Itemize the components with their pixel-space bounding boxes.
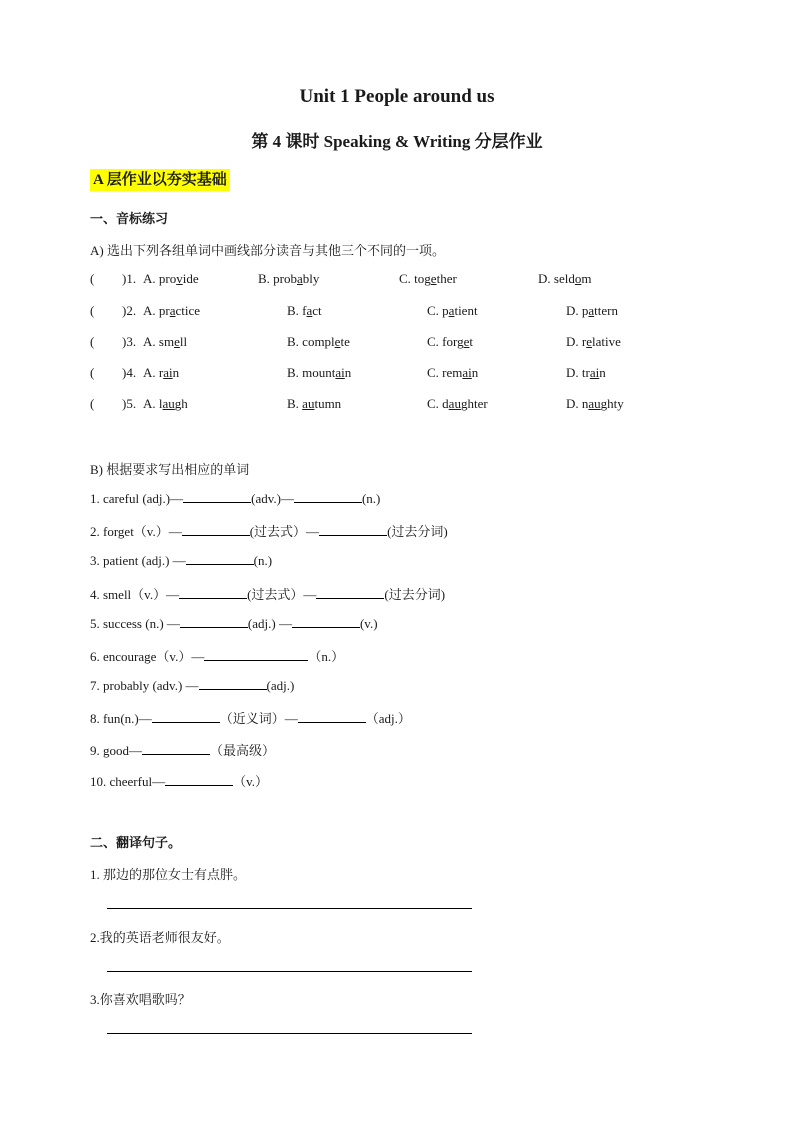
question-number: )1. [122, 271, 137, 286]
word-item: 9. good— （最高级） [90, 742, 276, 758]
fill-blank[interactable] [183, 490, 251, 503]
question-number: )3. [122, 334, 137, 349]
translate-sentence-1: 1. 那边的那位女士有点胖。 [90, 867, 247, 882]
option-d: D. relative [566, 334, 621, 349]
section2-heading: 二、翻译句子。 [90, 835, 182, 850]
fill-blank[interactable] [298, 710, 366, 723]
fill-blank[interactable] [180, 615, 248, 628]
underlined-letters: e [586, 334, 592, 349]
unit-title: Unit 1 People around us [299, 86, 495, 107]
lesson-title: 第 4 课时 Speaking & Writing 分层作业 [251, 132, 543, 151]
answer-bracket[interactable]: ( [90, 271, 95, 286]
option-c: C. forget [427, 334, 474, 349]
fill-blank[interactable] [199, 677, 267, 690]
option-a: A. rain [143, 365, 180, 380]
question-number: )2. [122, 303, 137, 318]
answer-line-3[interactable] [107, 1033, 472, 1034]
option-a: A. laugh [143, 396, 188, 411]
option-c: C. daughter [427, 396, 488, 411]
word-item: 1. careful (adj.)— (adv.)— (n.) [90, 491, 381, 506]
fill-blank[interactable] [316, 586, 384, 599]
underlined-letters: ai [462, 365, 472, 380]
fill-blank[interactable] [292, 615, 360, 628]
fill-blank[interactable] [152, 710, 220, 723]
underlined-letters: au [588, 396, 601, 411]
underlined-letters: au [302, 396, 315, 411]
option-b: B. fact [287, 303, 322, 318]
underlined-letters: a [588, 303, 595, 318]
underlined-letters: au [448, 396, 461, 411]
fill-blank[interactable] [319, 523, 387, 536]
option-d: D. seldom [538, 271, 592, 286]
option-c: C. remain [427, 365, 479, 380]
option-b: B. mountain [287, 365, 352, 380]
word-item: 5. success (n.) — (adj.) — (v.) [90, 615, 378, 631]
fill-blank[interactable] [204, 648, 308, 661]
answer-bracket[interactable]: ( [90, 396, 95, 411]
word-item: 6. encourage（v.）— （n.） [90, 649, 345, 664]
underlined-letters: ai [163, 365, 173, 380]
word-item: 2. forget（v.）— (过去式）— (过去分词) [90, 524, 448, 540]
fill-blank[interactable] [186, 552, 254, 565]
underlined-letters: e [430, 271, 437, 286]
underlined-letters: a [169, 303, 176, 318]
word-item: 3. patient (adj.) — (n.) [90, 553, 273, 569]
underlined-letters: a [448, 303, 455, 318]
option-a: A. smell [143, 334, 188, 349]
option-d: D. pattern [566, 303, 618, 318]
word-item: 4. smell（v.）— (过去式）— (过去分词) [90, 586, 446, 602]
word-item: 7. probably (adv.) — (adj.) [90, 678, 295, 694]
underlined-letters: ai [335, 365, 345, 380]
underlined-letters: e [463, 334, 470, 349]
underlined-letters: a [306, 303, 313, 318]
option-d: D. train [566, 365, 606, 380]
question-number: )4. [122, 365, 137, 380]
section1-heading: 一、音标练习 [90, 211, 169, 226]
answer-bracket[interactable]: ( [90, 303, 95, 318]
option-b: B. probably [258, 271, 320, 286]
underlined-letters: a [297, 271, 303, 286]
option-a: A. practice [143, 303, 201, 318]
option-c: C. patient [427, 303, 478, 318]
fill-blank[interactable] [142, 742, 210, 755]
option-b: B. complete [287, 334, 350, 349]
underlined-letters: ai [589, 365, 600, 380]
partA-instruction: A) 选出下列各组单词中画线部分读音与其他三个不同的一项。 [90, 243, 445, 258]
underlined-letters: e [334, 334, 341, 349]
option-d: D. naughty [566, 396, 624, 411]
word-item: 8. fun(n.)— （近义词）— （adj.） [90, 711, 411, 727]
option-b: B. autumn [287, 396, 342, 411]
question-number: )5. [122, 396, 137, 411]
fill-blank[interactable] [165, 773, 233, 786]
underlined-letters: au [162, 396, 175, 411]
fill-blank[interactable] [294, 490, 362, 503]
option-a: A. provide [143, 271, 199, 286]
underlined-letters: e [174, 334, 180, 349]
answer-bracket[interactable]: ( [90, 365, 95, 380]
translate-sentence-2: 2.我的英语老师很友好。 [90, 930, 230, 945]
answer-bracket[interactable]: ( [90, 334, 95, 349]
word-item: 10. cheerful— （v.） [90, 773, 268, 789]
layer-a-heading: A 层作业以夯实基础 [90, 169, 230, 191]
option-c: C. together [399, 271, 457, 286]
underlined-letters: v [176, 271, 183, 286]
underlined-letters: o [574, 271, 582, 286]
partB-instruction: B) 根据要求写出相应的单词 [90, 462, 250, 477]
answer-line-1[interactable] [107, 908, 472, 909]
answer-line-2[interactable] [107, 971, 472, 972]
translate-sentence-3: 3.你喜欢唱歌吗？ [90, 992, 191, 1007]
fill-blank[interactable] [182, 523, 250, 536]
fill-blank[interactable] [179, 586, 247, 599]
